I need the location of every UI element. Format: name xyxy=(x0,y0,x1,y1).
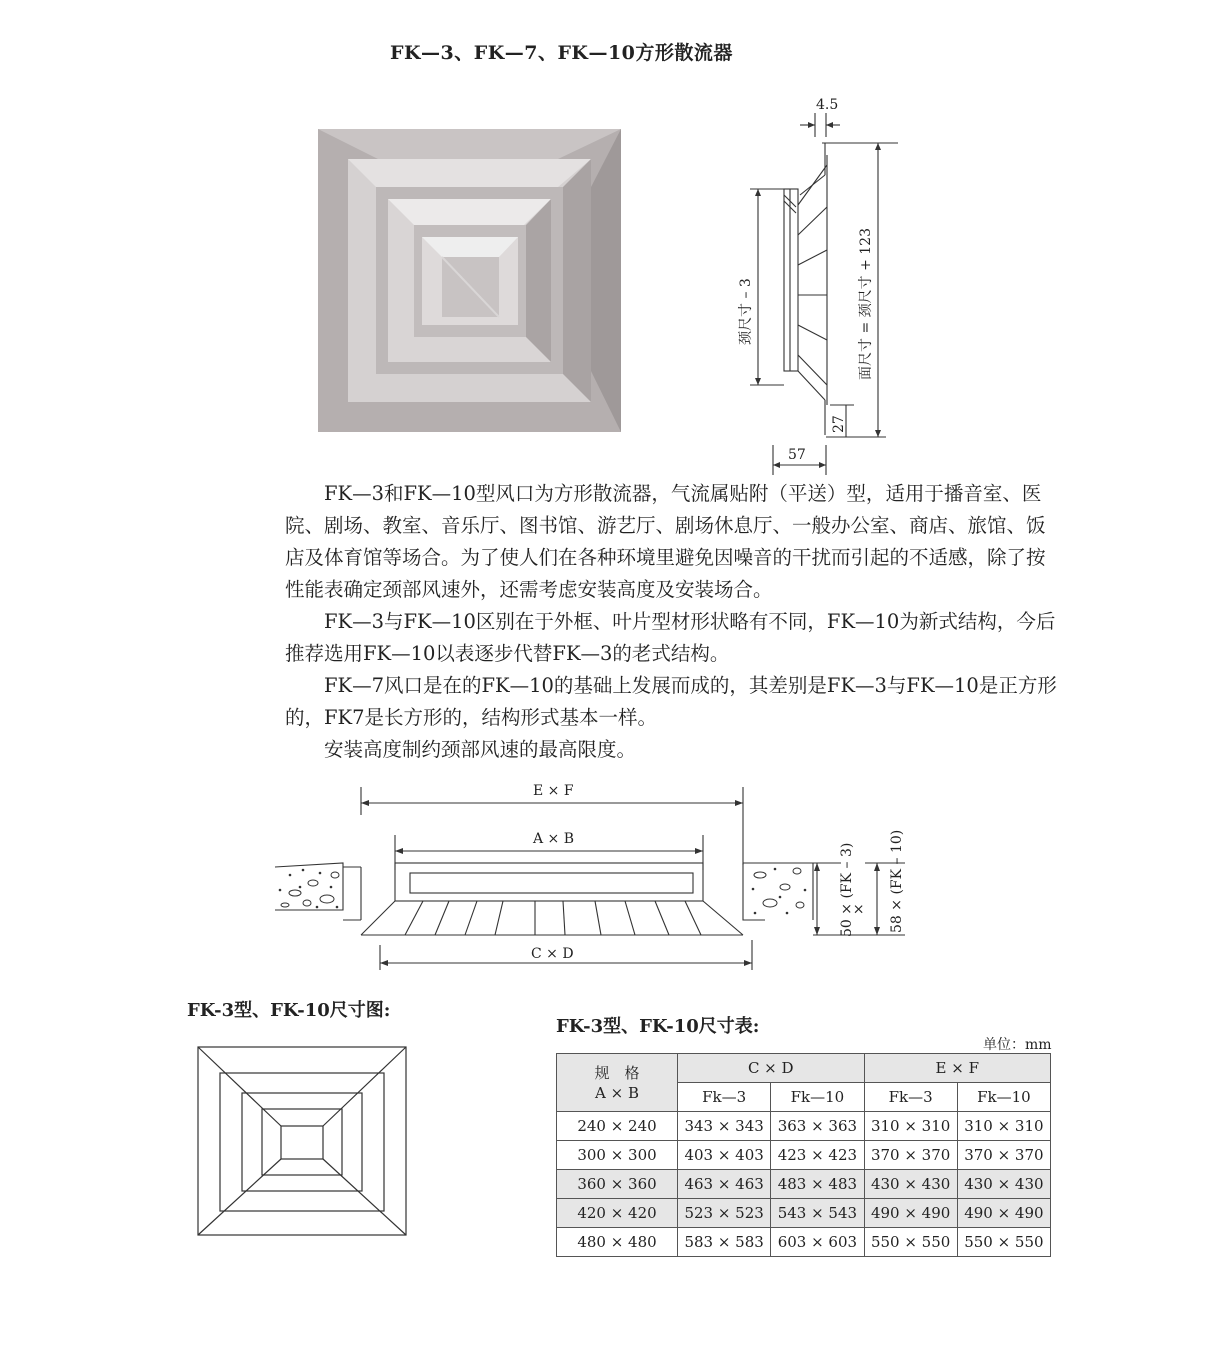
dimension-table xyxy=(556,1053,1051,1257)
label-h-fk3-mark: × xyxy=(851,903,867,915)
diffuser-photo-illustration xyxy=(318,129,621,432)
header-ef: E × F xyxy=(864,1054,1051,1083)
table-cell: 463 × 463 xyxy=(678,1170,771,1199)
paragraph-2: FK—3与FK—10区别在于外框、叶片型材形状略有不同，FK—10为新式结构，今后推荐选用FK—10以表逐步代替FK—3的老式结构。 xyxy=(285,610,1056,665)
table-cell: 403 × 403 xyxy=(678,1141,771,1170)
header-ef-fk10: Fk—10 xyxy=(957,1083,1050,1112)
table-row xyxy=(557,1141,1051,1170)
paragraph-4: 安装高度制约颈部风速的最高限度。 xyxy=(324,738,637,761)
label-a-b: A × B xyxy=(533,831,575,847)
dim-drawing-title: FK-3型、FK-10尺寸图: xyxy=(187,1000,391,1021)
table-cell: 430 × 430 xyxy=(864,1170,957,1199)
table-row xyxy=(557,1170,1051,1199)
dim-bottom-label: 57 xyxy=(788,447,806,463)
label-h-fk10: 58 × (FK – 10) xyxy=(889,829,905,933)
table-cell: 480 × 480 xyxy=(557,1228,678,1257)
label-h-fk3: 50 × (FK – 3) xyxy=(839,842,855,937)
header-ef-fk3: Fk—3 xyxy=(864,1083,957,1112)
dim-small-label: 27 xyxy=(831,415,847,433)
square-dimension-drawing xyxy=(196,1045,411,1240)
table-cell: 550 × 550 xyxy=(957,1228,1050,1257)
table-cell: 310 × 310 xyxy=(864,1112,957,1141)
table-cell: 490 × 490 xyxy=(957,1199,1050,1228)
table-cell: 550 × 550 xyxy=(864,1228,957,1257)
table-cell: 300 × 300 xyxy=(557,1141,678,1170)
paragraph-1: FK—3和FK—10型风口为方形散流器，气流属贴附（平送）型，适用于播音室、医院、剧场、教室、音乐厅、图书馆、游艺厅、剧场休息厅、一般办公室、商店、旅馆、饭店及体育馆等场合。为了使人们在各种环境里避免因噪音的干扰而引起的不适感，除了按性能表确定颈部风速外，还需考虑安装高度及安装场合。 xyxy=(285,482,1046,601)
table-cell: 420 × 420 xyxy=(557,1199,678,1228)
header-cd-fk10: Fk—10 xyxy=(771,1083,864,1112)
header-spec-line2: A × B xyxy=(595,1083,639,1102)
header-cd: C × D xyxy=(678,1054,865,1083)
label-e-f: E × F xyxy=(533,783,574,799)
table-title: FK-3型、FK-10尺寸表: xyxy=(556,1016,760,1037)
paragraph-3: FK—7风口是在的FK—10的基础上发展而成的，其差别是FK—3与FK—10是正方形的，FK7是长方形的，结构形式基本一样。 xyxy=(285,674,1057,729)
table-cell: 483 × 483 xyxy=(771,1170,864,1199)
header-cd-fk3: Fk—3 xyxy=(678,1083,771,1112)
dim-face-label: 面尺寸 = 颈尺寸 + 123 xyxy=(858,228,874,380)
table-cell: 543 × 543 xyxy=(771,1199,864,1228)
table-cell: 430 × 430 xyxy=(957,1170,1050,1199)
side-section-drawing xyxy=(730,95,900,475)
table-cell: 370 × 370 xyxy=(957,1141,1050,1170)
header-spec xyxy=(557,1054,678,1112)
installation-section-drawing xyxy=(265,775,925,975)
table-cell: 363 × 363 xyxy=(771,1112,864,1141)
table-cell: 423 × 423 xyxy=(771,1141,864,1170)
header-spec-line1: 规 格 xyxy=(594,1063,640,1082)
table-row xyxy=(557,1199,1051,1228)
table-cell: 370 × 370 xyxy=(864,1141,957,1170)
unit-label: 单位：mm xyxy=(983,1037,1052,1053)
table-cell: 603 × 603 xyxy=(771,1228,864,1257)
table-row xyxy=(557,1112,1051,1141)
table-row xyxy=(557,1228,1051,1257)
table-cell: 360 × 360 xyxy=(557,1170,678,1199)
table-cell: 583 × 583 xyxy=(678,1228,771,1257)
table-cell: 240 × 240 xyxy=(557,1112,678,1141)
table-cell: 310 × 310 xyxy=(957,1112,1050,1141)
label-c-d: C × D xyxy=(531,946,574,962)
page-title: FK—3、FK—7、FK—10方形散流器 xyxy=(390,42,733,64)
diffuser-photo xyxy=(318,129,621,432)
table-cell: 343 × 343 xyxy=(678,1112,771,1141)
table-cell: 490 × 490 xyxy=(864,1199,957,1228)
dim-neck-label: 颈尺寸 – 3 xyxy=(738,278,754,345)
table-cell: 523 × 523 xyxy=(678,1199,771,1228)
dim-top-label: 4.5 xyxy=(816,97,839,113)
